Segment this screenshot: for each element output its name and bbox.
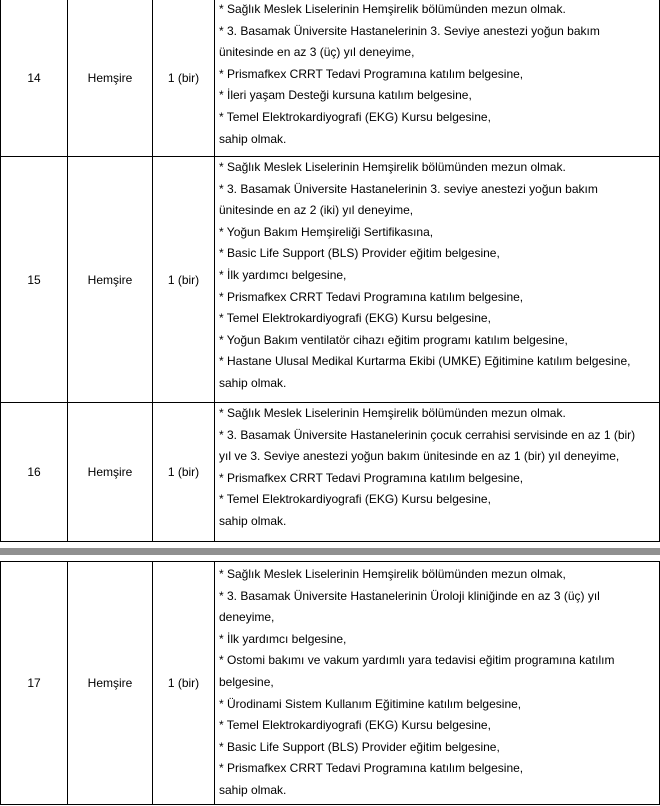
page-separator [0, 548, 660, 555]
requirements-table-bottom [0, 561, 660, 805]
requirement-line: * Sağlık Meslek Liselerinin Hemşirelik bölümünden mezun olmak. [219, 2, 566, 16]
position-title: Hemşire [68, 403, 153, 542]
row-number: 17 [1, 562, 68, 805]
position-title: Hemşire [68, 562, 153, 805]
position-title: Hemşire [68, 0, 153, 157]
quantity: 1 (bir) [153, 0, 215, 157]
requirement-line: * 3. Basamak Üniversite Hastanelerinin çocuk cerrahisi servisinde en az 1 (bir) [219, 427, 636, 442]
requirement-line: * İlk yardımcı belgesine, [219, 631, 347, 646]
quantity: 1 (bir) [153, 562, 215, 805]
requirement-line: * İleri yaşam Desteği kursuna katılım belgesine, [219, 88, 472, 103]
requirement-line: yıl ve 3. Seviye anestezi yoğun bakım ünitesinde en az 1 (bir) yıl deneyime, [219, 449, 620, 464]
requirement-line: ünitesinde en az 3 (üç) yıl deneyime, [219, 45, 415, 60]
requirement-line: * Sağlık Meslek Liselerinin Hemşirelik bölümünden mezun olmak, [219, 567, 566, 581]
requirement-line: ünitesinde en az 2 (iki) yıl deneyime, [219, 203, 414, 218]
requirements-cell [215, 0, 660, 157]
requirement-line: * Temel Elektrokardiyografi (EKG) Kursu belgesine, [219, 109, 491, 124]
requirement-line: * Sağlık Meslek Liselerinin Hemşirelik bölümünden mezun olmak. [219, 160, 566, 174]
requirement-line: * 3. Basamak Üniversite Hastanelerinin Üroloji kliniğinde en az 3 (üç) yıl [219, 588, 600, 603]
row-number: 16 [1, 403, 68, 542]
requirements-cell [215, 562, 660, 805]
requirement-line: deneyime, [219, 610, 275, 625]
requirement-line: sahip olmak. [219, 375, 287, 390]
row-number: 15 [1, 157, 68, 403]
requirement-line: * Yoğun Bakım Hemşireliği Sertifikasına, [219, 224, 434, 239]
table-row [1, 562, 660, 805]
row-number: 14 [1, 0, 68, 157]
position-title: Hemşire [68, 157, 153, 403]
requirement-line: * Ürodinami Sistem Kullanım Eğitimine katılım belgesine, [219, 696, 522, 711]
requirement-line: * Prismafkex CRRT Tedavi Programına katılım belgesine, [219, 470, 524, 485]
requirement-line: * Prismafkex CRRT Tedavi Programına katılım belgesine, [219, 289, 524, 304]
requirement-line: * Ostomi bakımı ve vakum yardımlı yara tedavisi eğitim programına katılım [219, 653, 615, 668]
requirement-line: * Temel Elektrokardiyografi (EKG) Kursu belgesine, [219, 718, 491, 733]
requirement-line: sahip olmak. [219, 513, 287, 528]
requirement-line: * Yoğun Bakım ventilatör cihazı eğitim programı katılım belgesine, [219, 332, 568, 347]
requirement-line: * Hastane Ulusal Medikal Kurtarma Ekibi (UMKE) Eğitimine katılım belgesine, [219, 354, 631, 369]
table-row [1, 157, 660, 403]
quantity: 1 (bir) [153, 403, 215, 542]
quantity: 1 (bir) [153, 157, 215, 403]
requirement-line: * Temel Elektrokardiyografi (EKG) Kursu belgesine, [219, 492, 491, 507]
requirement-line: * Prismafkex CRRT Tedavi Programına katılım belgesine, [219, 66, 524, 81]
requirements-cell [215, 403, 660, 542]
requirement-line: * Sağlık Meslek Liselerinin Hemşirelik bölümünden mezun olmak. [219, 406, 566, 420]
requirement-line: * Prismafkex CRRT Tedavi Programına katılım belgesine, [219, 761, 524, 776]
requirement-line: * 3. Basamak Üniversite Hastanelerinin 3. seviye anestezi yoğun bakım [219, 181, 598, 196]
requirement-line: * İlk yardımcı belgesine, [219, 267, 347, 282]
requirement-line: sahip olmak. [219, 782, 287, 797]
table-row [1, 0, 660, 157]
requirement-line: * Basic Life Support (BLS) Provider eğitim belgesine, [219, 246, 500, 261]
requirement-line: sahip olmak. [219, 131, 287, 146]
requirement-line: * Basic Life Support (BLS) Provider eğitim belgesine, [219, 739, 500, 754]
requirements-cell [215, 157, 660, 403]
requirement-line: * 3. Basamak Üniversite Hastanelerinin 3. Seviye anestezi yoğun bakım [219, 23, 600, 38]
requirement-line: * Temel Elektrokardiyografi (EKG) Kursu belgesine, [219, 311, 491, 326]
requirement-line: belgesine, [219, 674, 274, 689]
table-row [1, 403, 660, 542]
